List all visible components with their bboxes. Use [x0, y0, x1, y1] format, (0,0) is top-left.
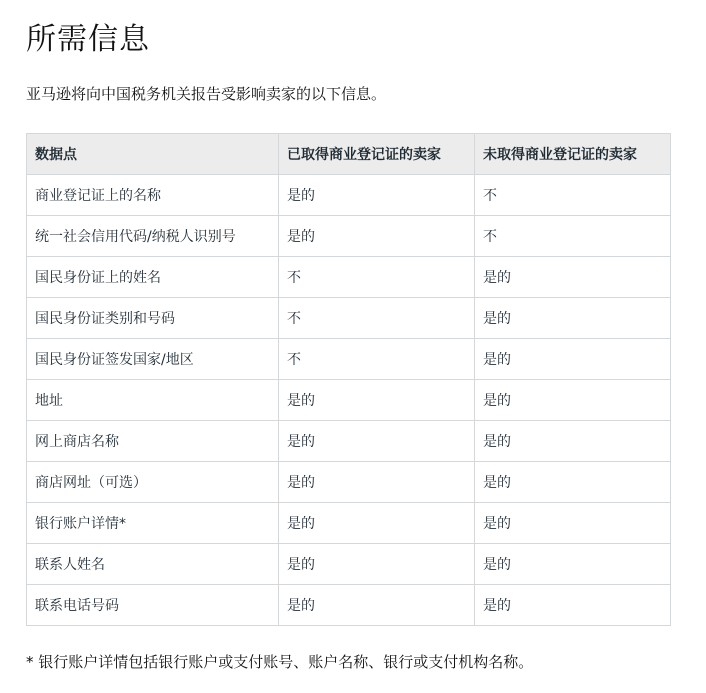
data-point-cell: 联系电话号码: [27, 585, 279, 626]
without-license-cell: 是的: [475, 585, 671, 626]
table-row: [27, 421, 671, 462]
without-license-cell: 是的: [475, 257, 671, 298]
without-license-cell: 不: [475, 216, 671, 257]
table-row: [27, 503, 671, 544]
without-license-cell: 是的: [475, 503, 671, 544]
table-row: [27, 380, 671, 421]
table-row: [27, 298, 671, 339]
without-license-cell: 是的: [475, 380, 671, 421]
table-row: [27, 175, 671, 216]
with-license-cell: 是的: [279, 503, 475, 544]
data-point-cell: 商店网址（可选）: [27, 462, 279, 503]
table-row: [27, 216, 671, 257]
with-license-cell: 是的: [279, 462, 475, 503]
with-license-cell: 是的: [279, 380, 475, 421]
data-point-cell: 联系人姓名: [27, 544, 279, 585]
required-info-table: [26, 133, 671, 626]
data-point-cell: 网上商店名称: [27, 421, 279, 462]
page-title: 所需信息: [26, 22, 150, 57]
with-license-cell: 是的: [279, 421, 475, 462]
table-row: [27, 462, 671, 503]
header-without-business-license: 未取得商业登记证的卖家: [475, 134, 671, 175]
data-point-cell: 国民身份证上的姓名: [27, 257, 279, 298]
data-point-cell: 银行账户详情*: [27, 503, 279, 544]
footnote: * 银行账户详情包括银行账户或支付账号、账户名称、银行或支付机构名称。: [26, 653, 534, 671]
with-license-cell: 是的: [279, 175, 475, 216]
without-license-cell: 是的: [475, 462, 671, 503]
data-point-cell: 统一社会信用代码/纳税人识别号: [27, 216, 279, 257]
table-row: [27, 257, 671, 298]
table-row: [27, 339, 671, 380]
without-license-cell: 是的: [475, 544, 671, 585]
without-license-cell: 是的: [475, 298, 671, 339]
header-with-business-license: 已取得商业登记证的卖家: [279, 134, 475, 175]
table-row: [27, 544, 671, 585]
without-license-cell: 不: [475, 175, 671, 216]
without-license-cell: 是的: [475, 339, 671, 380]
table-header-row: [27, 134, 671, 175]
with-license-cell: 不: [279, 298, 475, 339]
data-point-cell: 国民身份证类别和号码: [27, 298, 279, 339]
without-license-cell: 是的: [475, 421, 671, 462]
with-license-cell: 是的: [279, 216, 475, 257]
with-license-cell: 是的: [279, 585, 475, 626]
data-point-cell: 国民身份证签发国家/地区: [27, 339, 279, 380]
with-license-cell: 不: [279, 339, 475, 380]
with-license-cell: 是的: [279, 544, 475, 585]
data-point-cell: 商业登记证上的名称: [27, 175, 279, 216]
data-point-cell: 地址: [27, 380, 279, 421]
intro-text: 亚马逊将向中国税务机关报告受影响卖家的以下信息。: [26, 85, 387, 103]
table-row: [27, 585, 671, 626]
header-data-point: 数据点: [27, 134, 279, 175]
with-license-cell: 不: [279, 257, 475, 298]
